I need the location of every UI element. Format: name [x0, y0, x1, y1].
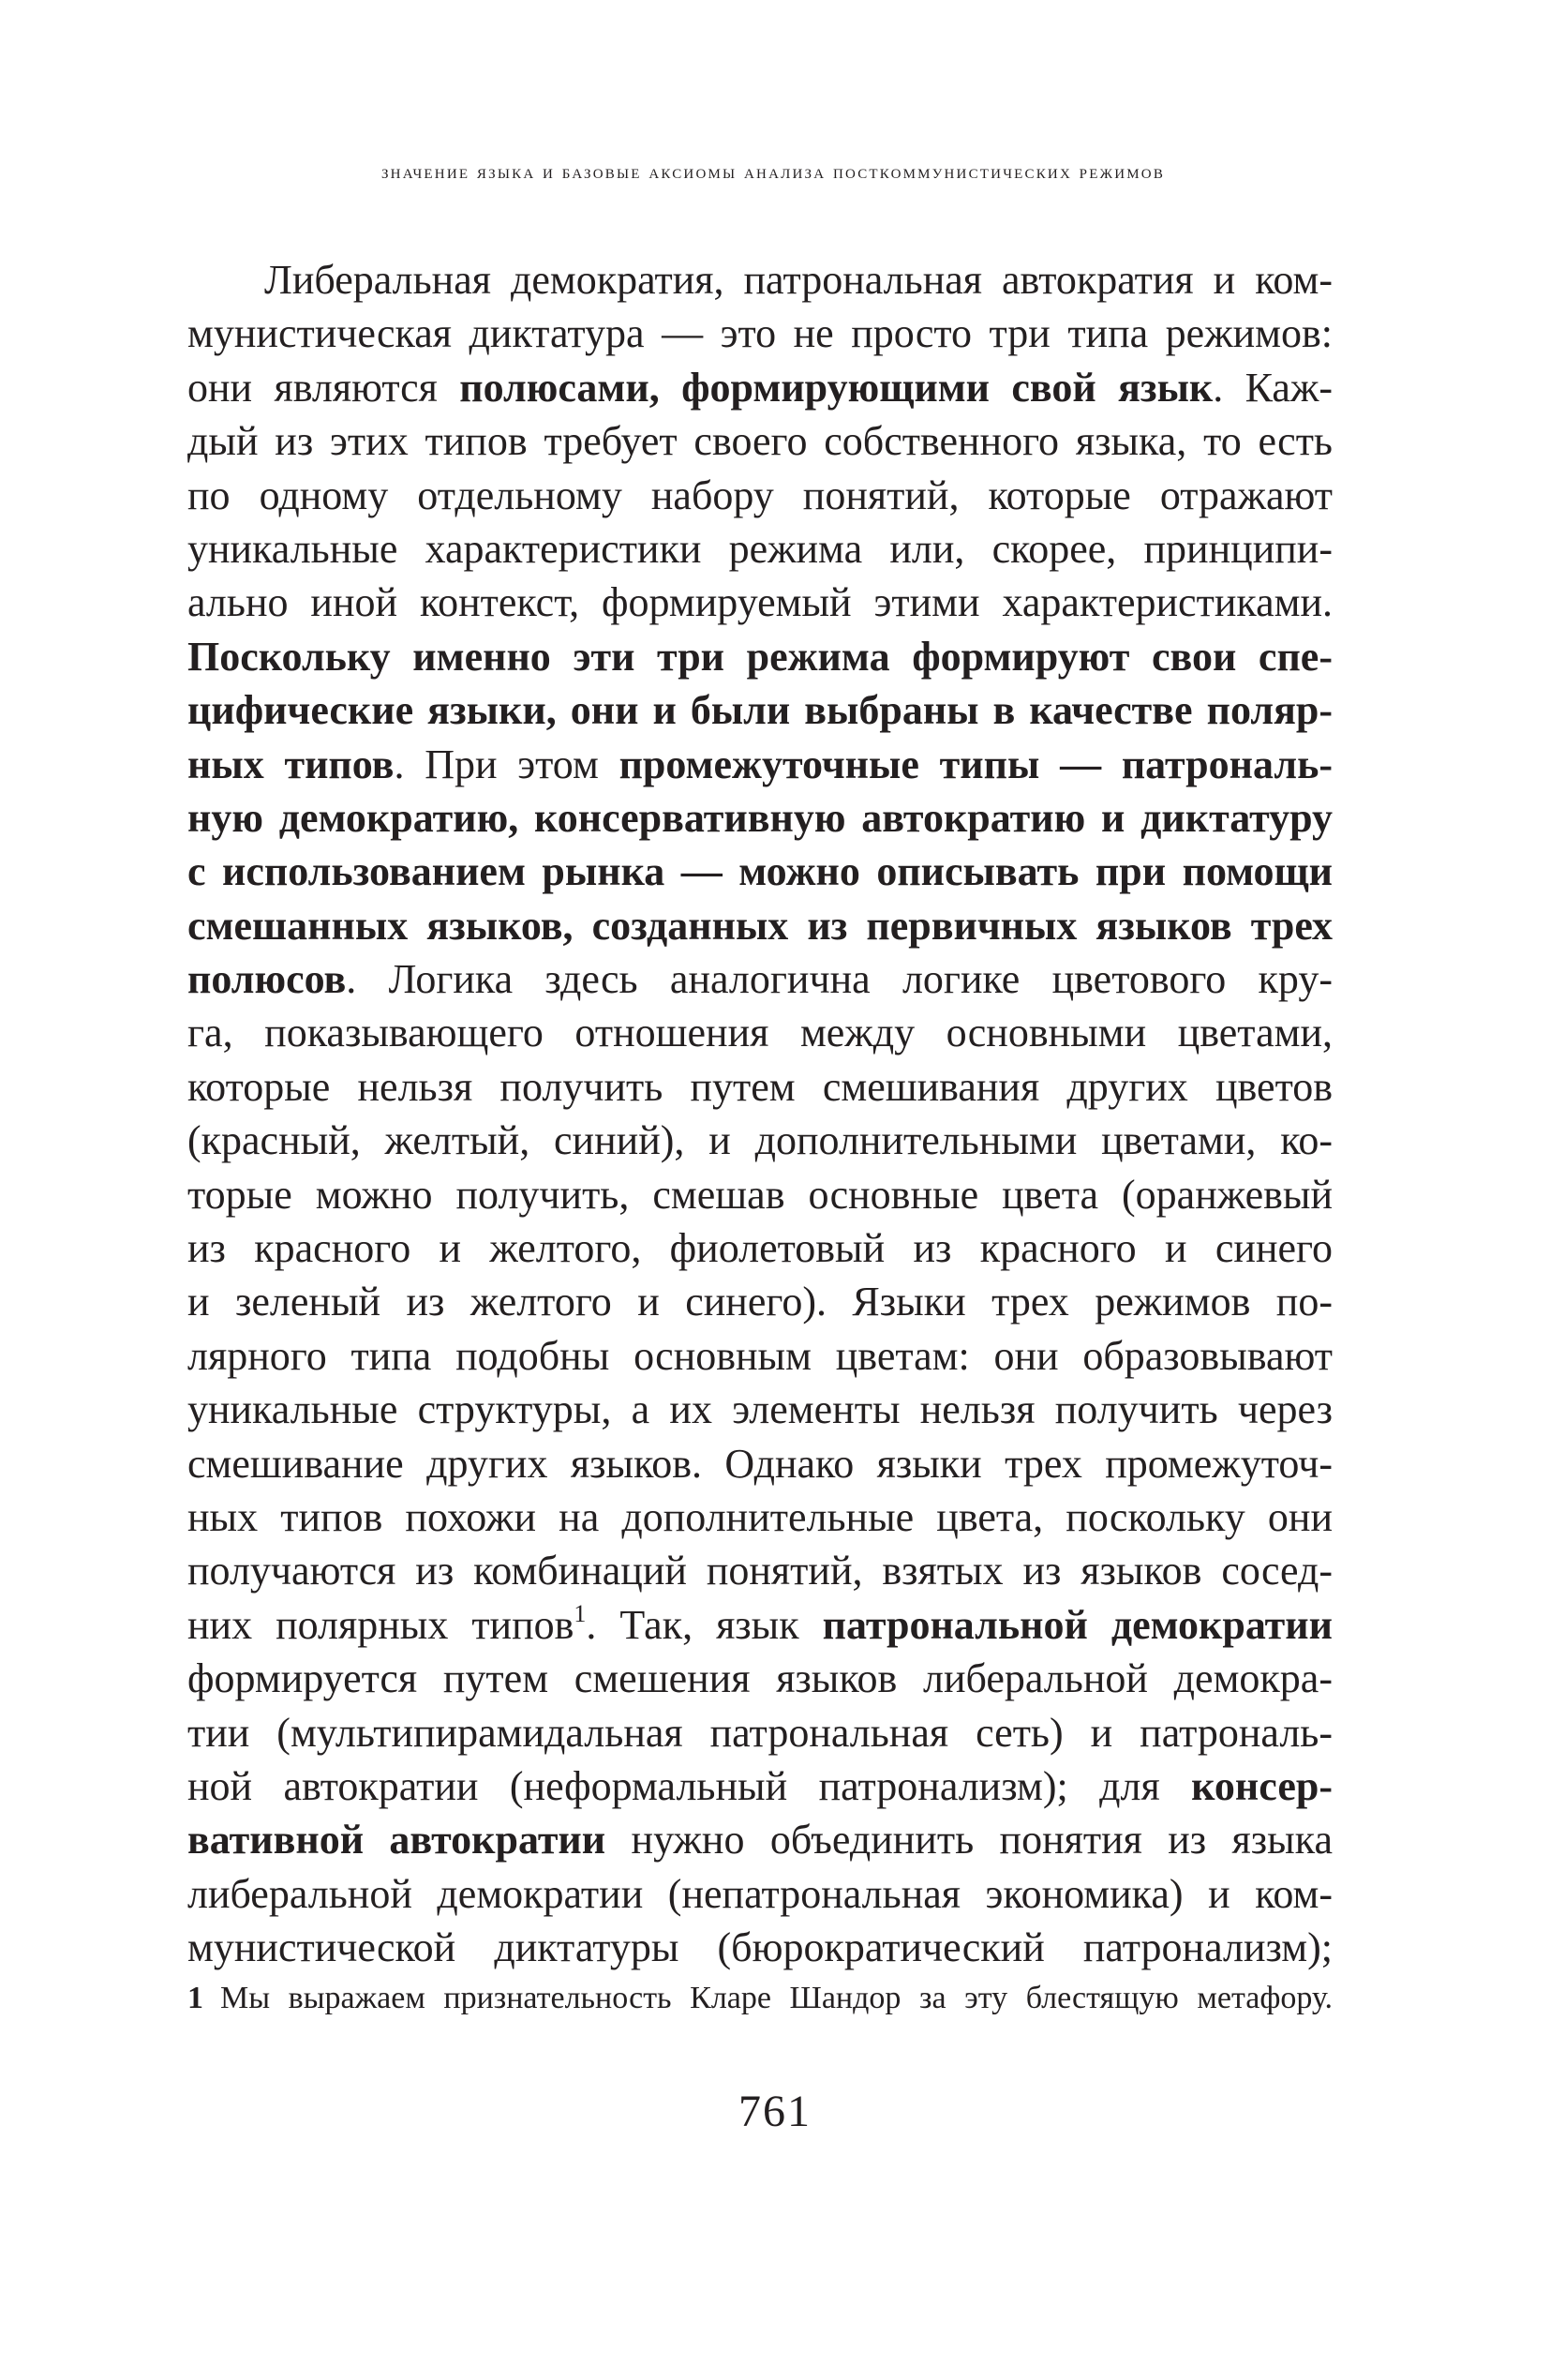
text-run: которые нельзя получить путем смешивания других цветов: [187, 1063, 1333, 1110]
bold-text: Поскольку именно эти три режима формируют свои спе-: [187, 633, 1333, 680]
bold-text: ную демократию, консервативную автократию и диктатуру: [187, 794, 1333, 841]
text-line: [187, 1329, 1333, 1383]
text-run: . Каж-: [1213, 364, 1333, 411]
text-line: [187, 522, 1333, 576]
bold-text: с использованием рынка — можно описывать при помощи: [187, 848, 1333, 895]
text-run: мунистическая диктатура — это не просто три типа режимов:: [187, 310, 1333, 357]
text-run: тии (мультипирамидальная патрональная сеть) и патрональ-: [187, 1709, 1333, 1756]
text-run: и зеленый из желтого и синего). Языки трех режимов по-: [187, 1279, 1333, 1325]
text-run: лярного типа подобны основным цветам: они образовывают: [187, 1332, 1333, 1379]
text-line: [187, 576, 1333, 629]
text-run: получаются из комбинаций понятий, взятых из языков сосед-: [187, 1548, 1333, 1594]
text-run: по одному отдельному набору понятий, которые отражают: [187, 472, 1333, 518]
text-run: мунистической диктатуры (бюрократический патронализм);: [187, 1924, 1333, 1971]
footnote-text: Мы выражаем признательность Кларе Шандор за эту блестящую метафору.: [220, 1981, 1333, 2015]
text-line: [187, 1168, 1333, 1221]
text-line: [187, 1060, 1333, 1114]
text-run: они являются: [187, 364, 460, 411]
running-head: значение языка и базовые аксиомы анализа посткоммунистических режимов: [380, 159, 1166, 183]
bold-text: вативной автократии: [187, 1817, 606, 1864]
footnote: [187, 1978, 1333, 2019]
text-line: [187, 361, 1333, 414]
text-line: [187, 1706, 1333, 1759]
bold-text: патрональной демократии: [822, 1601, 1333, 1648]
text-line: [187, 630, 1333, 683]
text-run: нужно объединить понятия из языка: [605, 1817, 1333, 1864]
footnote-number: 1: [187, 1981, 203, 2015]
text-run: ально иной контекст, формируемый этими характеристиками.: [187, 579, 1333, 626]
text-line: [187, 1275, 1333, 1328]
text-run: из красного и желтого, фиолетовый из красного и синего: [187, 1225, 1333, 1272]
bold-text: ных типов: [187, 741, 395, 787]
text-run: . При этом: [394, 741, 619, 787]
footnote-reference: 1: [574, 1599, 587, 1627]
text-run: дый из этих типов требует своего собственного языка, то есть: [187, 418, 1333, 465]
text-line: [187, 1544, 1333, 1597]
text-run: . Так, язык: [586, 1601, 823, 1648]
bold-text: консер-: [1191, 1762, 1333, 1809]
text-run: ных типов похожи на дополнительные цвета, поскольку они: [187, 1493, 1333, 1540]
bold-text: полюсами, формирующими свой язык: [459, 364, 1214, 411]
text-run: уникальные характеристики режима или, скорее, принципи-: [187, 525, 1333, 572]
text-line: [187, 253, 1333, 307]
text-run: Либеральная демократия, патрональная автократия и ком-: [264, 257, 1333, 303]
text-run: смешивание других языков. Однако языки трех промежуточ-: [187, 1440, 1333, 1487]
bold-text: смешанных языков, созданных из первичных языков трех: [187, 902, 1333, 949]
text-line: [187, 1813, 1333, 1866]
bold-text: полюсов: [187, 956, 347, 1003]
text-line: [187, 307, 1333, 360]
text-line: [187, 1759, 1333, 1813]
text-line: [187, 899, 1333, 952]
text-line: [187, 414, 1333, 468]
text-run: га, показывающего отношения между основными цветами,: [187, 1010, 1333, 1056]
text-line: [187, 1437, 1333, 1490]
text-line: [187, 791, 1333, 845]
text-run: (красный, желтый, синий), и дополнительными цветами, ко-: [187, 1117, 1333, 1164]
bold-text: промежуточные типы — патрональ-: [619, 741, 1333, 787]
text-line: [187, 469, 1333, 522]
text-run: торые можно получить, смешав основные цвета (оранжевый: [187, 1171, 1333, 1218]
page-number: 761: [738, 2087, 812, 2136]
text-run: уникальные структуры, а их элементы нельзя получить через: [187, 1386, 1333, 1433]
text-run: . Логика здесь аналогична логике цветового кру-: [346, 956, 1333, 1003]
text-line: [187, 1652, 1333, 1705]
text-run: них полярных типов: [187, 1601, 574, 1648]
text-line: [187, 1598, 1333, 1652]
text-line: [187, 1006, 1333, 1059]
text-line: [187, 1221, 1333, 1275]
text-line: [187, 1114, 1333, 1167]
text-line: [187, 1383, 1333, 1436]
text-run: либеральной демократии (непатрональная экономика) и ком-: [187, 1870, 1333, 1917]
text-run: формируется путем смешения языков либеральной демокра-: [187, 1655, 1333, 1702]
bold-text: цифические языки, они и были выбраны в качестве поляр-: [187, 687, 1333, 734]
text-line: [187, 845, 1333, 898]
text-line: [187, 738, 1333, 791]
text-run: ной автократии (неформальный патронализм); для: [187, 1762, 1192, 1809]
text-line: [187, 683, 1333, 737]
text-line: [187, 1867, 1333, 1921]
text-line: [187, 1490, 1333, 1544]
text-line: [187, 952, 1333, 1006]
text-line: [187, 1921, 1333, 1974]
body-paragraph: [187, 253, 1333, 1975]
